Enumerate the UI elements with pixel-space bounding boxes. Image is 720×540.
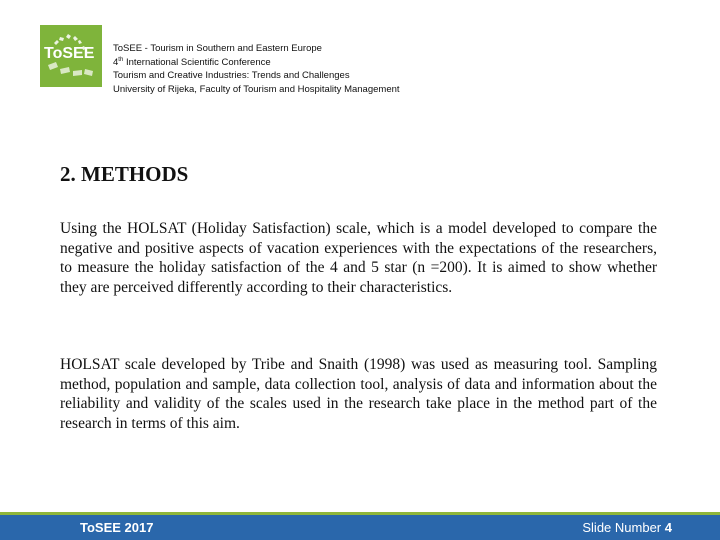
logo-text-2: SEE [62, 45, 95, 62]
svg-text:ToSEE [44, 45, 95, 62]
header-line-3: Tourism and Creative Industries: Trends and Challenges [113, 70, 350, 81]
slide-number [582, 520, 672, 535]
slide-title: 2. METHODS [60, 162, 189, 186]
methods-paragraph-2: HOLSAT scale developed by Tribe and Snaith (1998) was used as measuring tool. Sampling method, population and sample, data collection tool, analysis of data and information about the reliability and validity of the scales used in the research take place in the method part of the research in terms of this aim. [60, 356, 657, 432]
header-line-2 [113, 56, 400, 70]
conference-header [113, 42, 400, 96]
slide-number-value: 4 [664, 520, 672, 535]
header-line-2-text: International Scientific Conference [123, 56, 271, 68]
header-line-1: ToSEE - Tourism in Southern and Eastern Europe [113, 43, 322, 54]
slide-number-label: Slide Number [582, 520, 662, 535]
header-line-2-number: 4 [113, 56, 119, 68]
footer-conference-label: ToSEE 2017 [80, 520, 154, 535]
methods-paragraph-1: Using the HOLSAT (Holiday Satisfaction) scale, which is a model developed to compare the negative and positive aspects of vacation experiences with the expectations of the researchers, to measure the holiday satisfaction of the 4 and 5 star (n =200). It is aimed to show whether they are perceived differently according to their characteristics. [60, 220, 657, 296]
logo-text: To [44, 45, 63, 62]
tosee-logo [40, 25, 102, 87]
footer-bar [0, 512, 720, 540]
header-line-4: University of Rijeka, Faculty of Tourism and Hospitality Management [113, 83, 400, 95]
header-line-2-suffix: th [118, 56, 124, 63]
